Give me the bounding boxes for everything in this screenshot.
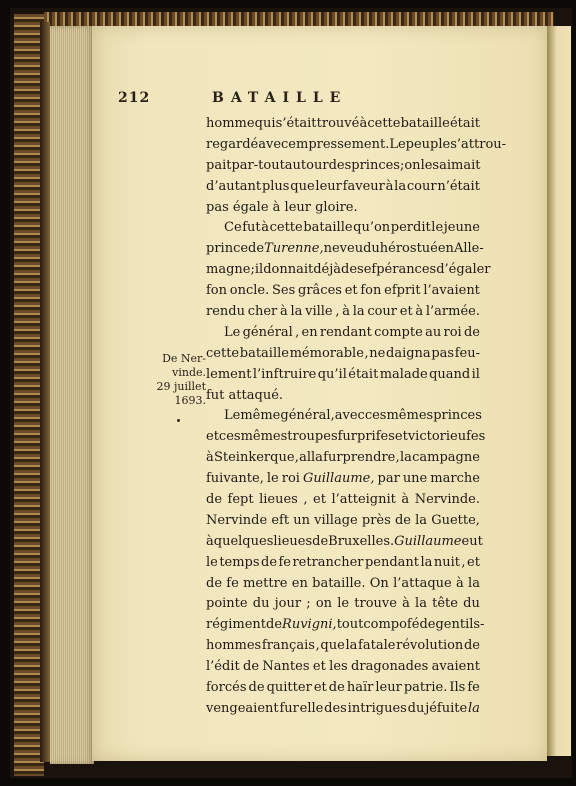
text-line: fut attaqué.: [206, 387, 284, 403]
text-line: regardé avec empressement. Le peuple s’attrou-: [206, 136, 507, 152]
text-line: d’autant plus que leur faveur à la cour n’était: [206, 178, 480, 194]
text-line: de fept lieues , et l’atteignit à Nervinde.: [206, 492, 480, 508]
text-line: et ces mêmes troupes furprifes et victorieufes: [206, 429, 486, 445]
text-line: pait par-tout autour des princes ; on les aimait: [206, 157, 481, 173]
page-block-edge: [50, 26, 94, 764]
text-line: homme qui s’était trouvé à cette bataille était: [206, 116, 480, 131]
text-line: le temps de fe retrancher pendant la nuit , et: [206, 554, 480, 570]
text-line: forcés de quitter et de haïr leur patrie. Ils fe: [206, 680, 480, 696]
text-line: lement l’inftruire qu’il était malade quand il: [206, 366, 480, 382]
text-line: pointe du jour ; on le trouve à la tête du: [206, 596, 480, 612]
text-line: hommes français , que la fatale révolution de: [206, 638, 480, 654]
text-line: à Steinkerque , alla furprendre , la campagne: [206, 450, 480, 466]
text-line: prince de Turenne, neveu du héros tué en Alle-: [206, 241, 484, 257]
text-line: fon oncle. Ses grâces et fon efprit l’avaient: [206, 283, 480, 299]
body-text: [206, 114, 507, 720]
text-line: Le général , en rendant compte au roi de: [224, 324, 480, 340]
text-line: régiment de Ruvigni , tout compofé de gentils-: [206, 617, 485, 633]
margin-note-line: vinde.: [172, 366, 206, 379]
text-line: fuivante, le roi Guillaume, par une marche: [206, 471, 480, 487]
text-line: rendu cher à la ville , à la cour et à l’armée.: [206, 304, 480, 320]
text-line: l’édit de Nantes et les dragonades avaient: [206, 659, 480, 675]
text-line: vengeaient fur elle des intrigues du jéfuite la: [206, 700, 480, 716]
text-line: magne ; il donnait déjà des efpérances d’égaler: [206, 262, 491, 278]
margin-note-line: 1693.: [174, 394, 206, 407]
text-line: de fe mettre en bataille. On l’attaque à la: [206, 575, 480, 591]
text-line: cette bataille mémorable , ne daigna pas feu-: [206, 345, 480, 361]
margin-notes: [150, 352, 206, 408]
margin-dot-mark: [177, 419, 180, 422]
text-line: Ce fut à cette bataille qu’on perdit le jeune: [224, 220, 480, 236]
running-head: BATAILLE: [212, 90, 348, 106]
margin-note-line: De Ner-: [162, 352, 206, 365]
margin-note-line: 29 juillet: [156, 380, 206, 393]
facing-page-edge: [547, 26, 571, 756]
text-line: pas égale à leur gloire.: [206, 199, 358, 215]
text-line: Le même général , avec ces mêmes princes: [224, 408, 482, 424]
page-gutter: [40, 22, 50, 762]
page-number: 212: [118, 90, 151, 106]
text-line: Nervinde eft un village près de la Guette,: [206, 512, 480, 528]
text-line: à quelques lieues de Bruxelles. Guillaume eut: [206, 533, 483, 549]
